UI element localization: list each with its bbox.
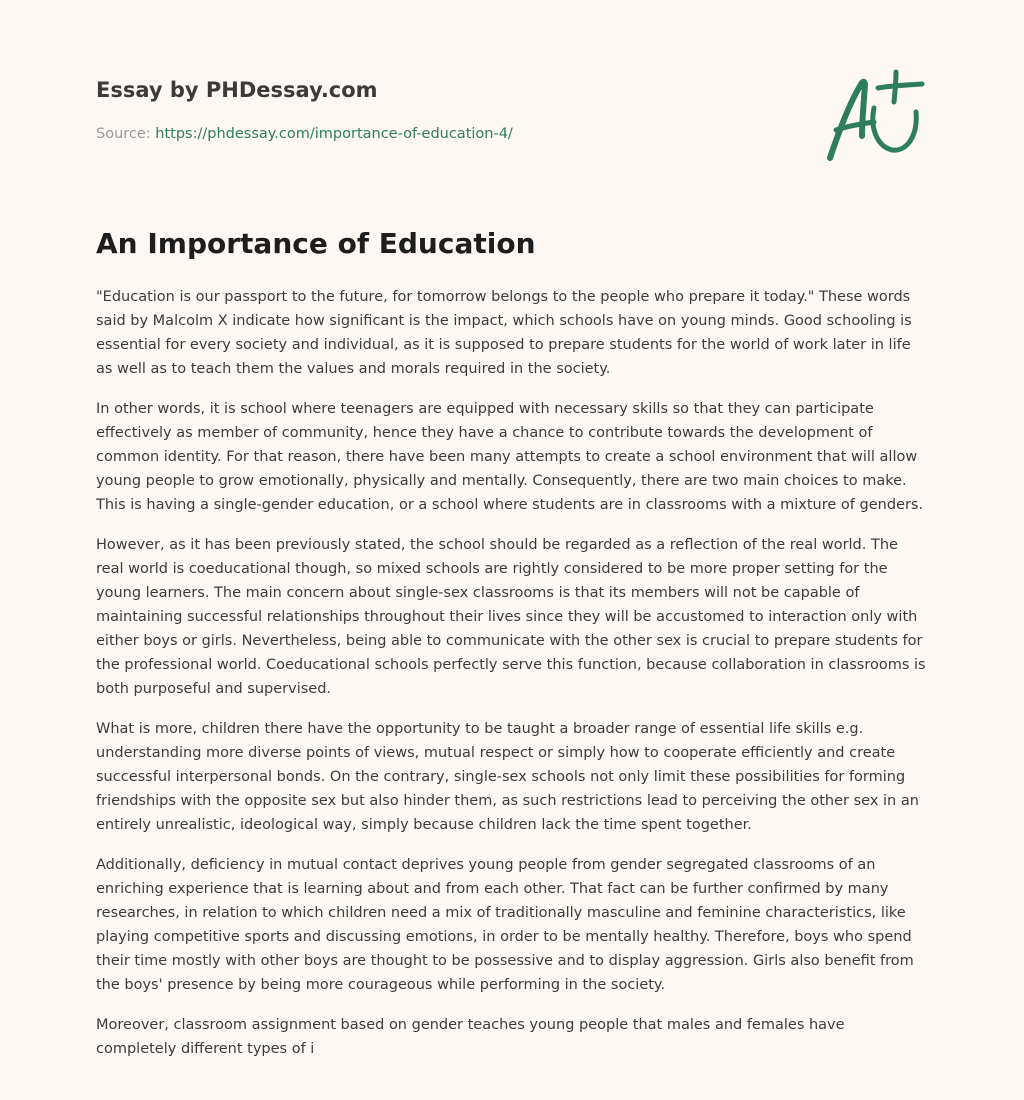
source-link[interactable]: https://phdessay.com/importance-of-education-4/ xyxy=(155,126,513,142)
source-label: Source: xyxy=(96,126,156,142)
a-plus-logo-icon xyxy=(820,64,930,168)
essay-paragraph: What is more, children there have the opportunity to be taught a broader range of essential life skills e.g. understanding more diverse points of views, mutual respect or simply how to cooperate efficiently and create successful interpersonal bonds. On the contrary, single-sex schools not only limit these possibilities for forming friendships with the opposite sex but also hinder them, as such restrictions lead to perceiving the other sex in an entirely unrealistic, ideological way, simply because children lack the time spent together. xyxy=(96,721,919,833)
source-line xyxy=(96,124,796,144)
essay-paragraph: "Education is our passport to the future, for tomorrow belongs to the people who prepare it today." These words said by Malcolm X indicate how significant is the impact, which schools have on young minds. Good schooling is essential for every society and individual, as it is supposed to prepare students for the world of work later in life as well as to teach them the values and morals required in the society. xyxy=(96,289,912,377)
page-header xyxy=(96,76,796,144)
essay-paragraph: However, as it has been previously stated, the school should be regarded as a reflection of the real world. The real world is coeducational though, so mixed schools are rightly considered to be more proper setting for the young learners. The main concern about single-sex classrooms is that its members will not be capable of maintaining successful relationships throughout their lives since they will be accustomed to interaction only with either boys or girls. Nevertheless, being able to communicate with the other sex is crucial to prepare students for the professional world. Coeducational schools perfectly serve this function, because collaboration in classrooms is both purposeful and supervised. xyxy=(96,537,926,697)
essay-paragraph: In other words, it is school where teenagers are equipped with necessary skills so that they can participate effectively as member of community, hence they have a chance to contribute towards the development of common identity. For that reason, there have been many attempts to create a school environment that will allow young people to grow emotionally, physically and mentally. Consequently, there are two main choices to make. This is having a single-gender education, or a school where students are in classrooms with a mixture of genders. xyxy=(96,401,924,513)
essay-paragraph: Moreover, classroom assignment based on gender teaches young people that males and females have completely different types of i xyxy=(96,1017,845,1057)
essay-body xyxy=(96,285,928,1077)
essay-title: An Importance of Education xyxy=(96,227,536,260)
essay-paragraph: Additionally, deficiency in mutual contact deprives young people from gender segregated classrooms of an enriching experience that is learning about and from each other. That fact can be further confirmed by many researches, in relation to which children need a mix of traditionally masculine and feminine characteristics, like playing competitive sports and discussing emotions, in order to be mentally healthy. Therefore, boys who spend their time mostly with other boys are thought to be possessive and to display aggression. Girls also benefit from the boys' presence by being more courageous while performing in the society. xyxy=(96,857,914,993)
site-title: Essay by PHDessay.com xyxy=(96,78,378,102)
